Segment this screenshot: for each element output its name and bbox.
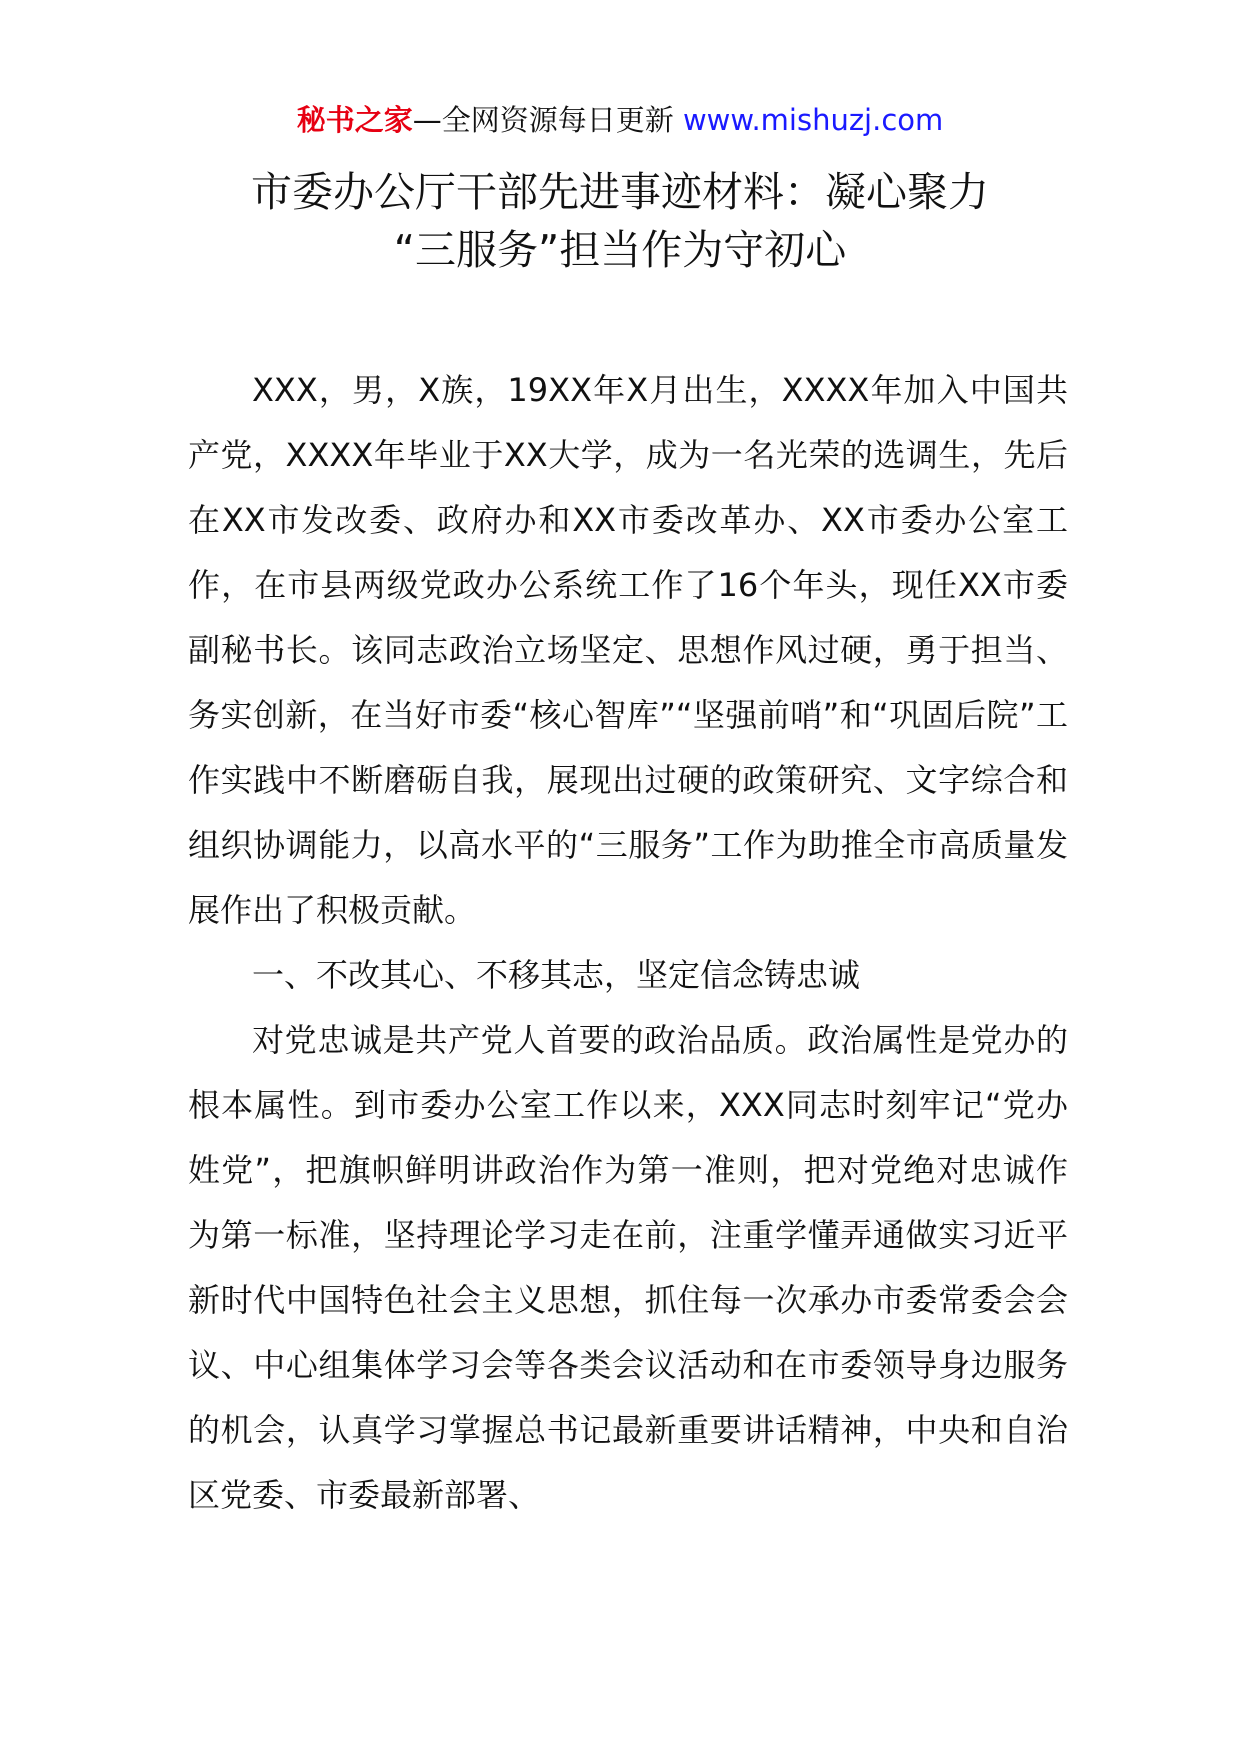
brand-name: 秘书之家 <box>296 103 413 137</box>
section-paragraph: 对党忠诚是共产党人首要的政治品质。政治属性是党办的根本属性。到市委办公室工作以来，XXX同志时刻牢记“党办姓党”，把旗帜鲜明讲政治作为第一准则，把对党绝对忠诚作为第一标准，坚持理论学习走在前，注重学懂弄通做实习近平新时代中国特色社会主义思想，抓住每一次承办市委常委会会议、中心组集体学习会等各类会议活动和在市委领导身边服务的机会，认真学习掌握总书记最新重要讲话精神，中央和自治区党委、市委最新部署、 <box>188 1021 1068 1514</box>
intro-paragraph: XXX，男，X族，19XX年X月出生，XXXX年加入中国共产党，XXXX年毕业于XX大学，成为一名光荣的选调生，先后在XX市发改委、政府办和XX市委改革办、XX市委办公室工作，在市县两级党政办公系统工作了16个年头，现任XX市委副秘书长。该同志政治立场坚定、思想作风过硬，勇于担当、务实创新，在当好市委“核心智库”“坚强前哨”和“巩固后院”工作实践中不断磨砺自我，展现出过硬的政策研究、文字综合和组织协调能力，以高水平的“三服务”工作为助推全市高质量发展作出了积极贡献。 <box>188 371 1068 929</box>
document-title <box>80 163 1160 279</box>
document-body <box>188 358 1068 1528</box>
site-banner <box>0 100 1240 140</box>
title-line-2: “三服务”担当作为守初心 <box>393 226 847 274</box>
site-url-link[interactable]: www.mishuzj.com <box>682 103 944 137</box>
section-heading: 一、不改其心、不移其志，坚定信念铸忠诚 <box>252 956 861 994</box>
title-line-1: 市委办公厅干部先进事迹材料：凝心聚力 <box>251 168 989 216</box>
banner-tagline: —全网资源每日更新 <box>412 103 683 137</box>
